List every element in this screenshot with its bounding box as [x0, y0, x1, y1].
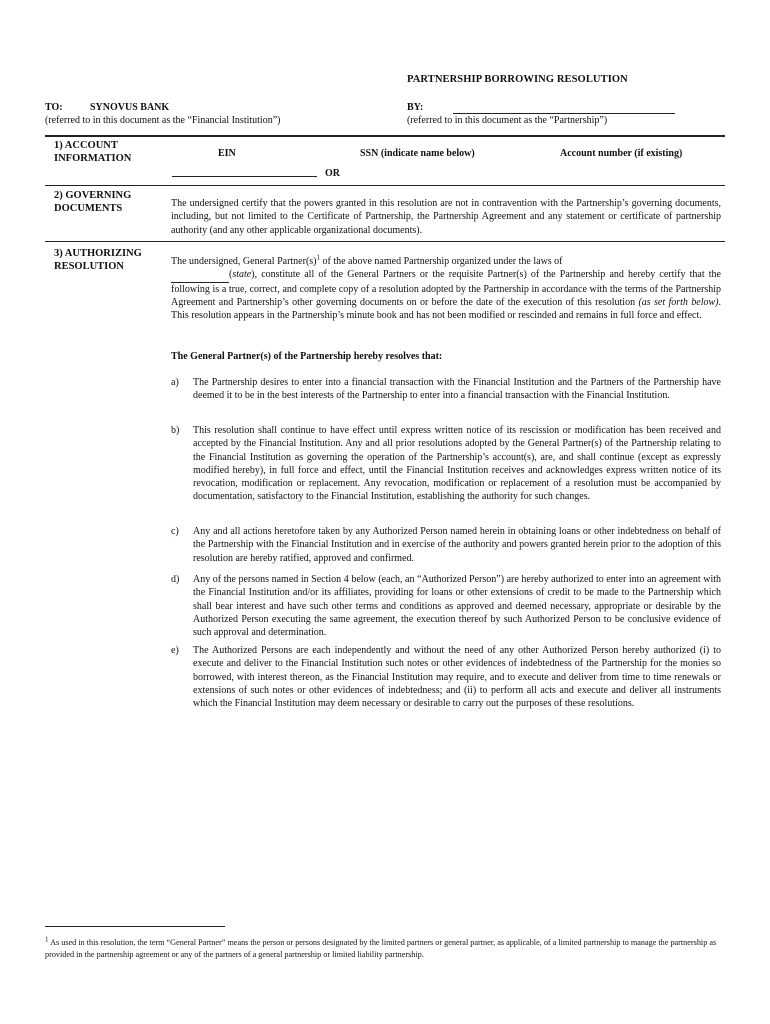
section3-label: 3) AUTHORIZING RESOLUTION [54, 248, 142, 272]
footnote-separator [45, 926, 225, 927]
authorizing-resolution-paragraph: The undersigned, General $Partner(s)^1$ of the above named Partnership organized under the laws of (state), constitute all of the General Partners or the requisite Partner(s) of the Partnership and hereby certify that the following is a true, correct, and complete copy of a resolution adopted by the Partnership in accordance with the terms of the Partnership Agreement and Partnership’s other governing documents on or before the date of the execution of this resolution (as set forth below). This resolution appears in the Partnership’s minute book and has not been modified or rescinded and remains in full force and effect. [171, 253, 721, 322]
section1-label: 1) ACCOUNT INFORMATION [54, 140, 132, 164]
resolves-heading: The General Partner(s) of the Partnership hereby resolves that: [171, 351, 443, 362]
to-label: TO: [45, 102, 63, 113]
by-reference: (referred to in this document as the “Partnership”) [407, 115, 608, 126]
footnote: $^1$ As used in this resolution, the term “General Partner” means the person or persons designated by the limited partners or general partner, as applicable, of a limited partnership to manage the partnership as provided in the partnership agreement or any of the partners of a general partnership or limited liability partnership. [45, 935, 717, 959]
state-field-line[interactable] [171, 268, 229, 282]
to-reference: (referred to in this document as the “Financial Institution”) [45, 115, 281, 126]
section-divider [45, 135, 725, 137]
governing-documents-text: The undersigned certify that the powers granted in this resolution are not in contravention with the Partnership’s governing documents, including, but not limited to the Certificate of Partnership, the Partnership Agreement and any statement or certificate of partnership authority (and any other applicable organizational documents). [171, 198, 721, 236]
ein-column-header: EIN [218, 148, 236, 159]
to-value: SYNOVUS BANK [90, 102, 170, 113]
document-page: PARTNERSHIP BORROWING RESOLUTION TO: SYNOVUS BANK (referred to in this document as the “Financial Institution”) BY: (referred to in this document as the “Partnership”) 1) ACCOUNT INFORMATION EIN SSN (indicate name below) Account number (if existing) OR 2) GOVERNING DOCUMENTS The undersigned certify that the powers granted in this resolution are not in contravention with the Partnership’s governing documents, including, but not limited to the Certificate of Partnership, the Partnership Agreement and any statement or certificate of partnership authority (and any other applicable organizational documents). 3) AUTHORIZING RESOLUTION The undersigned, General $Partner(s)^1$ of the above named Partnership organized under the laws of (state), constitute all of the General Partners or the requisite Partner(s) of the Partnership and hereby certify that the following is a true, correct, and complete copy of a resolution adopted by the Partnership in accordance with the terms of the Partnership Agreement and Partnership’s other governing documents on or before the date of the execution of this resolution (as set forth below). This resolution appears in the Partnership’s minute book and has not been modified or rescinded and remains in full force and effect. The General Partner(s) of the Partnership hereby resolves that: a) The Partnership desires to enter into a financial transaction with the Financial Institution and the Partners of the Partnership have deemed it to be in the best interests of the Partnership to enter into a financial transaction with the Financial Institution. b) This resolution shall continue to have effect until express written notice of its rescission or modification has been received and accepted by the Financial Institution. Any and all prior resolutions adopted by the General Partner(s) of the Partnership relating to the Financial Institution as governing the operation of the Partnership’s account(s), are, and shall continue (except as expressly modified hereby), in full force and effect, until the Financial Institution receives and acknowledges express written notice of its revocation, modification or replacement. Any revocation, modification or replacement of a resolution must be accompanied by documentation, satisfactory to the Financial Institution, establishing the authority for such changes. c) Any and all actions heretofore taken by any Authorized Person named herein in obtaining loans or other indebtedness on behalf of the Partnership with the Financial Institution and in exercise of the authority and powers granted herein prior to the adoption of this resolution are hereby ratified, approved and confirmed. d) Any of the persons named in Section 4 below (each, an “Authorized Person”) are hereby authorized to enter into an agreement with the Financial Institution and/or its affiliates, providing for loans or other extensions of credit to be made to the Partnership which shall bear interest and have such other terms and conditions as approved and deemed necessary, appropriate or desirable by the Authorized Person executing the same agreement, the execution thereof by such Authorized Person to be conclusive evidence of such approval and determination. e) The Authorized Persons are each independently and without the need of any other Authorized Person hereby authorized (i) to execute and deliver to the Financial Institution such notes or other evidences of indebtedness of the Partnership for the monies so borrowed, with interest thereon, as the Financial Institution may require, and to execute and deliver from time to time renewals or extensions of such notes or other evidences of indebtedness; and (ii) to perform all acts and execute and deliver all instruments which the Financial Institution may deem necessary or desirable to carry out the purposes of these resolutions. $^1$ As used in this resolution, the term “General Partner” means the person or persons designated by the limited partners or general partner, as applicable, of a limited partnership to manage the partnership as provided in the partnership agreement or any of the partners of a general partnership or limited liability partnership. [0, 0, 770, 1024]
footnote-ref: 1 [316, 253, 320, 262]
section2-label: 2) GOVERNING DOCUMENTS [54, 190, 132, 214]
document-title: PARTNERSHIP BORROWING RESOLUTION [407, 74, 628, 85]
or-label: OR [325, 168, 340, 179]
section-divider [45, 185, 725, 186]
ssn-column-header: SSN (indicate name below) [360, 148, 475, 159]
section-divider [45, 241, 725, 242]
account-number-column-header: Account number (if existing) [560, 148, 683, 159]
ein-field-line[interactable] [172, 176, 317, 177]
by-label: BY: [407, 102, 424, 113]
